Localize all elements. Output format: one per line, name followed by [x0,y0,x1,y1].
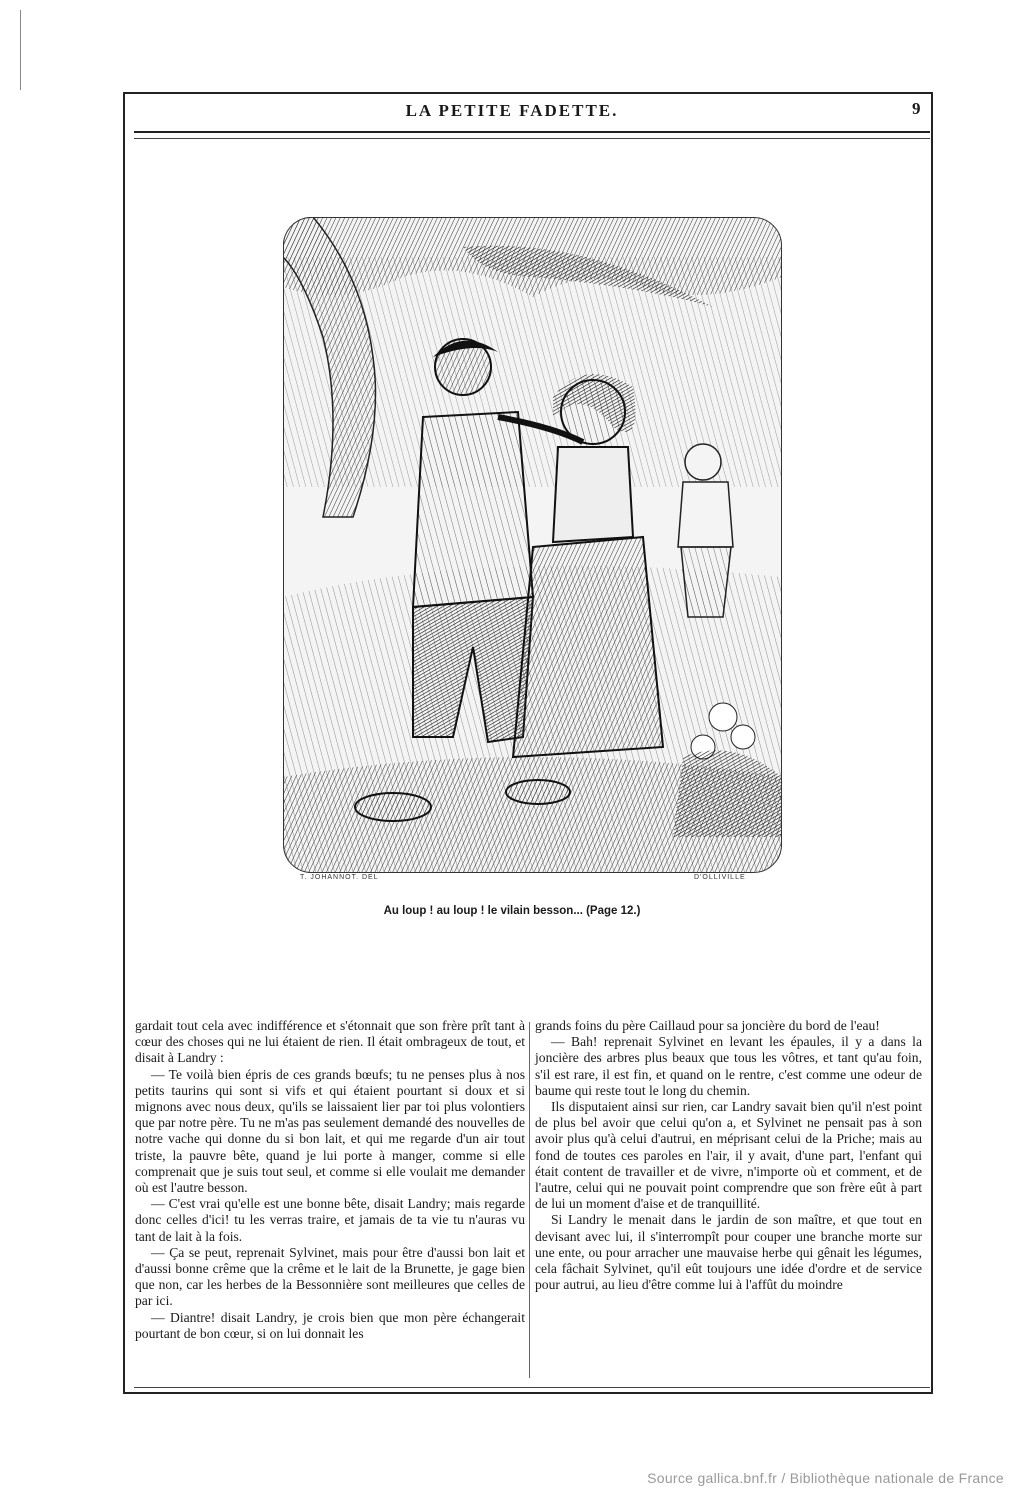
engraving-illustration [283,217,782,873]
header-rule-thin [134,138,930,139]
paragraph: grands foins du père Caillaud pour sa joncière du bord de l'eau! [535,1018,880,1033]
header-rule [134,131,930,133]
paragraph: — C'est vrai qu'elle est une bonne bête, disait Landry; mais regarde donc celles d'ici! tu les verras traire, et jamais de ta vie tu n'auras vu tant de lait à la fois. [135,1196,525,1244]
paragraph: — Bah! reprenait Sylvinet en levant les épaules, il y a dans la joncière des arbres plus beaux que tous les vôtres, et tant qu'au foin, s'il est rare, il est fin, et quand on le rentre, c'est comme une odeur de baume qui reste tout le long du chemin. [535,1034,922,1098]
margin-mark [20,10,21,90]
paragraph: Si Landry le menait dans le jardin de son maître, et que tout en devisant avec lui, il s'interrompît pour couper une branche morte sur une ente, ou pour arracher une mauvaise herbe qui gênait les légumes, cela fâchait Sylvinet, qu'il eût toujours une idée d'ordre et de service pour autrui, au lieu d'être comme lui à l'affût du moindre [535,1212,922,1293]
paragraph: gardait tout cela avec indifférence et s'étonnait que son frère prît tant à cœur des choses qui ne lui étaient de rien. Il était ombrageux de tout, et disait à Landry : [135,1018,525,1066]
source-credit: Source gallica.bnf.fr / Bibliothèque nationale de France [647,1470,1004,1486]
paragraph: — Diantre! disait Landry, je crois bien que mon père échangerait pourtant de bon cœur, si on lui donnait les [135,1309,525,1341]
paragraph: Ils disputaient ainsi sur rien, car Landry savait bien qu'il n'est point de plus bel avoir que celui qu'on a, et Sylvinet ne pensait pas à son avoir plus qu'à celui d'autrui, en méprisant celui de la Priche; mais au fond de toutes ces paroles en l'air, il y avait, d'une part, l'enfant qui était content de travailler et de vivre, n'importe où et comment, et de l'autre, celui qui ne pouvait point comprendre que son frère eût à part de lui un moment d'aise et de tranquillité. [535,1099,922,1212]
engraver-signature: D'OLLIVILLE [694,874,746,881]
running-title: LA PETITE FADETTE. [405,101,619,120]
page-number: 9 [912,99,921,118]
footer-rule [134,1387,930,1388]
illustration-caption: Au loup ! au loup ! le vilain besson... (Page 12.) [383,905,641,917]
paragraph: — Te voilà bien épris de ces grands bœufs; tu ne penses plus à nos petits taurins qui sont si vifs et qui étaient pourtant si doux et si mignons avec nous deux, qu'ils se laissaient lier par toi plus volontiers que par notre père. Tu ne m'as pas seulement demandé des nouvelles de notre vache qui donne du si bon lait, et qui me regarde d'un air tout triste, la pauvre bête, quand je lui porte à manger, comme si elle comprenait que je suis tout seul, et comme si elle voulait me demander où est l'autre besson. [135,1066,525,1196]
text-column-left [135,1018,525,1342]
column-divider [529,1022,530,1378]
illustrator-signature: T. JOHANNOT. DEL [300,874,379,881]
paragraph: — Ça se peut, reprenait Sylvinet, mais pour être d'aussi bon lait et d'aussi bonne crême que la crême et le lait de la Brunette, je gage bien que non, car les herbes de la Bessonnière sont meilleures que celles de par ici. [135,1244,525,1309]
text-column-right [535,1018,922,1293]
